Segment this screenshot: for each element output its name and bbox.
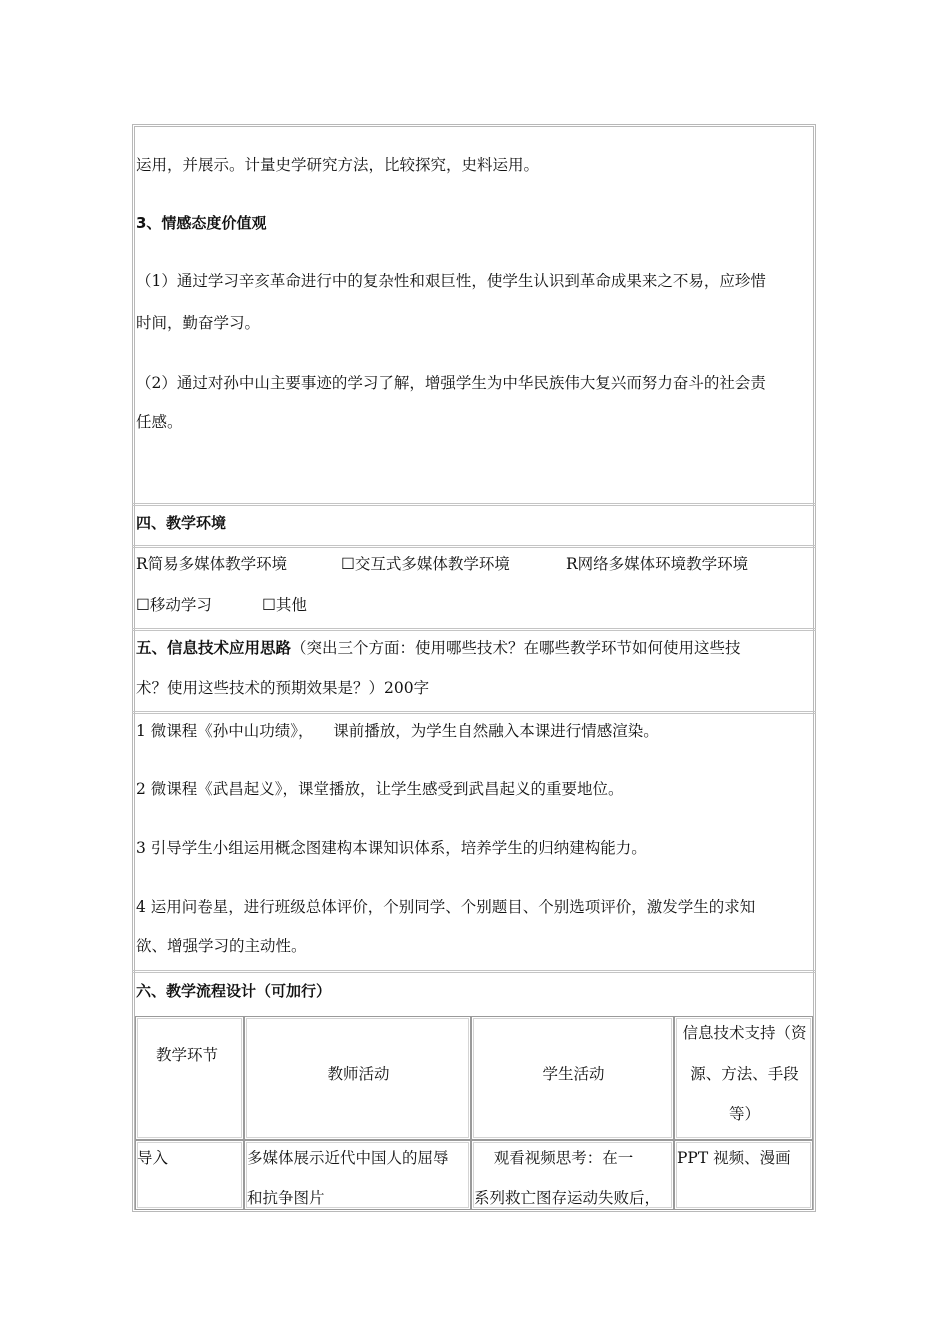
it-item-4-line2: 欲、增强学习的主动性。	[136, 937, 307, 955]
header-student-activity: 学生活动	[542, 1065, 605, 1083]
table-header-cell	[135, 1016, 244, 1140]
attitude-item-2-line1: （2）通过对孙中山主要事迹的学习了解，增强学生为中华民族伟大复兴而努力奋斗的社会责	[136, 374, 766, 392]
row-teacher-activity-line2: 和抗争图片	[247, 1189, 325, 1207]
header-teacher-activity: 教师活动	[327, 1065, 390, 1083]
objectives-text-line: 运用，并展示。计量史学研究方法，比较探究，史料运用。	[136, 156, 540, 174]
row-student-activity-line2: 系列救亡图存运动失败后，	[474, 1189, 661, 1207]
attitude-values-heading: 3、情感态度价值观	[136, 214, 267, 232]
it-item-1: 1 微课程《孙中山功绩》， 课前播放，为学生自然融入本课进行情感渲染。	[136, 722, 659, 740]
env-option-other: ☐其他	[262, 596, 307, 614]
attitude-item-2-line2: 任感。	[136, 413, 183, 431]
table-cell	[135, 1140, 244, 1210]
environment-heading: 四、教学环境	[136, 514, 227, 532]
process-design-heading: 六、教学流程设计（可加行）	[136, 982, 332, 1000]
it-application-heading	[136, 637, 741, 659]
table-cell	[244, 1140, 471, 1210]
section-divider	[132, 711, 816, 714]
env-option-simple-multimedia: R简易多媒体教学环境	[136, 555, 288, 573]
row-teacher-activity-line1: 多媒体展示近代中国人的屈辱	[247, 1149, 449, 1167]
table-cell	[674, 1140, 813, 1210]
header-it-support-line2: 源、方法、手段	[690, 1065, 799, 1083]
header-it-support-line3: 等）	[728, 1105, 760, 1123]
it-item-4-line1: 4 运用问卷星，进行班级总体评价，个别同学、个别题目、个别选项评价，激发学生的求知	[136, 898, 756, 916]
it-application-heading-rest: （突出三个方面：使用哪些技术？在哪些教学环节如何使用这些技	[291, 639, 741, 657]
attitude-item-1-line1: （1）通过学习辛亥革命进行中的复杂性和艰巨性，使学生认识到革命成果来之不易，应珍惜	[136, 272, 766, 290]
row-it-support: PPT 视频、漫画	[677, 1149, 791, 1167]
it-item-3: 3 引导学生小组运用概念图建构本课知识体系，培养学生的归纳建构能力。	[136, 839, 647, 857]
it-application-heading-bold: 五、信息技术应用思路	[136, 639, 292, 657]
table-header-cell	[471, 1016, 674, 1140]
row-stage-intro: 导入	[137, 1149, 169, 1167]
table-header-cell	[244, 1016, 471, 1140]
it-item-2: 2 微课程《武昌起义》，课堂播放，让学生感受到武昌起义的重要地位。	[136, 780, 624, 798]
section-divider	[132, 628, 816, 631]
section-divider	[132, 545, 816, 548]
table-header-cell	[674, 1016, 813, 1140]
section-divider	[132, 503, 816, 506]
env-option-network-multimedia: R网络多媒体环境教学环境	[566, 555, 749, 573]
env-option-interactive-multimedia: ☐交互式多媒体教学环境	[341, 555, 510, 573]
attitude-item-1-line2: 时间，勤奋学习。	[136, 314, 261, 332]
header-it-support-line1: 信息技术支持（资	[682, 1024, 807, 1042]
table-cell	[471, 1140, 674, 1210]
section-divider	[132, 970, 816, 973]
row-student-activity-line1: 观看视频思考：在一	[474, 1149, 634, 1167]
it-application-heading-line2: 术？使用这些技术的预期效果是？）200字	[136, 679, 430, 697]
header-teaching-stage: 教学环节	[156, 1046, 219, 1064]
env-option-mobile-learning: ☐移动学习	[136, 596, 212, 614]
